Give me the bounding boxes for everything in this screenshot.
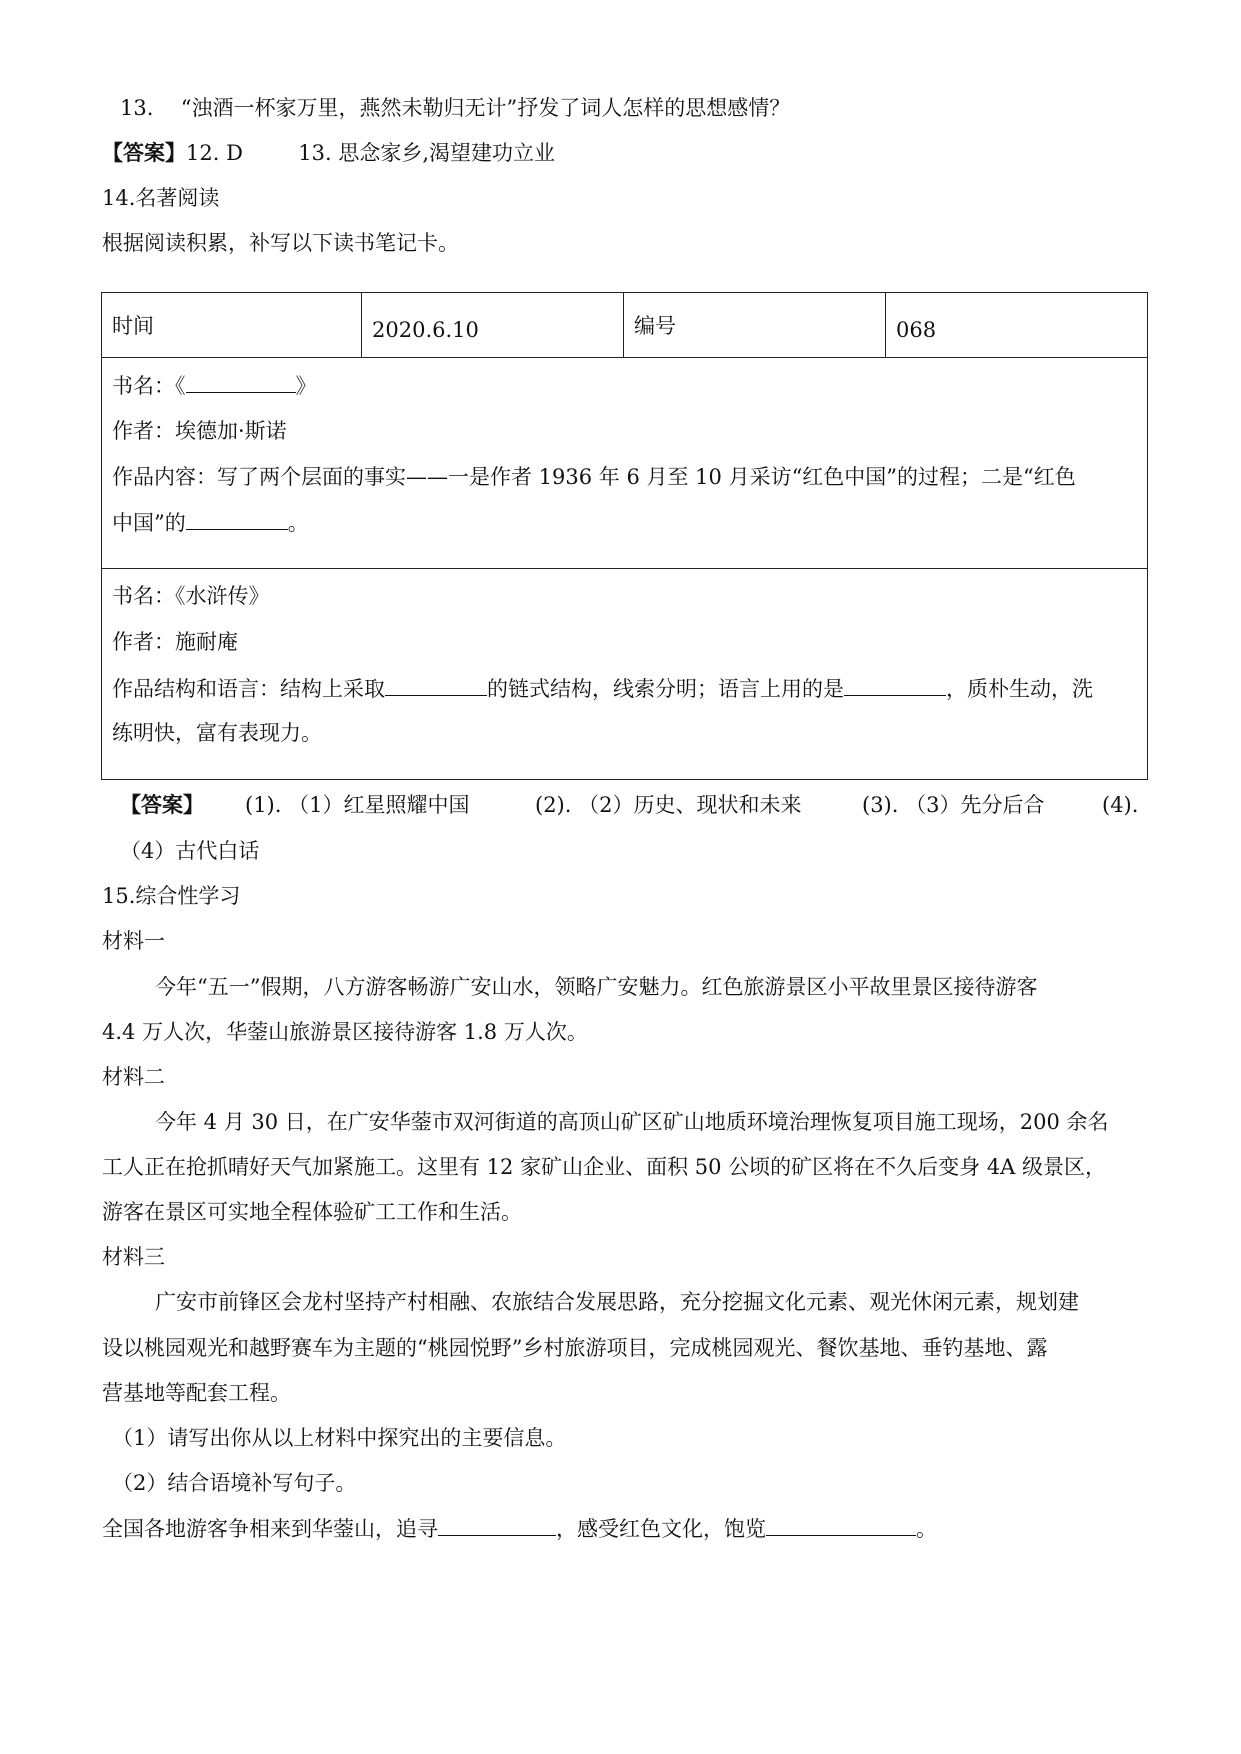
book2-structure-blank[interactable]: [385, 673, 487, 696]
book1-name-blank[interactable]: [186, 370, 296, 393]
answer-12: 12. D: [186, 141, 243, 165]
material-2-line3: 游客在景区可实地全程体验矿工工作和生活。: [102, 1200, 522, 1224]
answer-14-3: (3). （3）先分后合: [862, 793, 1045, 817]
material-2-line2: 工人正在抢抓晴好天气加紧施工。这里有 12 家矿山企业、面积 50 公顷的矿区将在不久后变身 4A 级景区，: [102, 1155, 1107, 1179]
answer-14-4-number: (4).: [1102, 793, 1139, 817]
id-label: 编号: [634, 314, 676, 338]
time-value: 2020.6.10: [372, 318, 479, 342]
answer-13: 13. 思念家乡,渴望建功立业: [298, 141, 556, 165]
question-13: [120, 93, 790, 123]
material-3-line2: 设以桃园观光和越野赛车为主题的“桃园悦野”乡村旅游项目，完成桃园观光、餐饮基地、垂钓基地、露: [102, 1336, 1048, 1360]
material-3-line1: 广安市前锋区会龙村坚持产村相融、农旅结合发展思路，充分挖掘文化元素、观光休闲元素，规划建: [155, 1290, 1079, 1314]
book2-cell: [102, 569, 1148, 780]
answer-12-13: [102, 138, 555, 168]
question-15-sub2: （2）结合语境补写句子。: [112, 1471, 357, 1495]
question-15-fill-sentence: 全国各地游客争相来到华蓥山，追寻 ，感受红色文化，饱览 。: [102, 1513, 937, 1544]
material-2-title: 材料二: [102, 1065, 165, 1089]
question-15-sub1: （1）请写出你从以上材料中探究出的主要信息。: [112, 1426, 567, 1450]
material-3-line3: 营基地等配套工程。: [102, 1381, 291, 1405]
fill-blank-2[interactable]: [766, 1513, 916, 1536]
book2-structure-line1: 作品结构和语言：结构上采取 的链式结构，线索分明；语言上用的是 ，质朴生动，洗: [112, 673, 1093, 704]
book1-author: 作者：埃德加·斯诺: [112, 419, 287, 443]
answer-label: 【答案】: [102, 140, 186, 165]
material-1-line2: 4.4 万人次，华蓥山旅游景区接待游客 1.8 万人次。: [102, 1020, 588, 1044]
time-value-cell: [362, 293, 624, 358]
answer-14-1: (1). （1）红星照耀中国: [245, 793, 470, 817]
answer-14-4-text: （4）古代白话: [120, 839, 260, 863]
question-13-number: 13.: [120, 96, 154, 120]
reading-note-card: [101, 292, 1148, 780]
material-3-title: 材料三: [102, 1245, 165, 1269]
material-1-title: 材料一: [102, 929, 165, 953]
book1-content-line2: 中国”的 。: [112, 507, 309, 538]
question-14-title: 14.名著阅读: [102, 186, 220, 210]
book1-cell: [102, 358, 1148, 569]
question-14-instruction: 根据阅读积累，补写以下读书笔记卡。: [102, 231, 459, 255]
book1-content-blank[interactable]: [186, 507, 288, 530]
answer-14-2: (2). （2）历史、现状和未来: [535, 793, 802, 817]
book1-content-line1: 作品内容：写了两个层面的事实——一是作者 1936 年 6 月至 10 月采访“红色中国”的过程；二是“红色: [112, 465, 1076, 489]
id-label-cell: [624, 293, 886, 358]
time-label-cell: [102, 293, 362, 358]
material-1-line1: 今年“五一”假期，八方游客畅游广安山水，领略广安魅力。红色旅游景区小平故里景区接待游客: [155, 975, 1038, 999]
book2-structure-line2: 练明快，富有表现力。: [112, 721, 322, 745]
id-value: 068: [896, 318, 937, 342]
id-value-cell: [886, 293, 1148, 358]
fill-blank-1[interactable]: [438, 1513, 556, 1536]
book2-author: 作者：施耐庵: [112, 630, 238, 654]
book2-name: 书名：《水浒传》: [112, 584, 270, 608]
time-label: 时间: [112, 314, 154, 338]
book1-name: 书名：《 》: [112, 370, 317, 401]
question-15-title: 15.综合性学习: [102, 884, 241, 908]
question-13-text: “浊酒一杯家万里，燕然未勒归无计”抒发了词人怎样的思想感情？: [180, 96, 791, 120]
answer-14-label: 【答案】: [120, 792, 204, 817]
book2-language-blank[interactable]: [844, 673, 946, 696]
material-2-line1: 今年 4 月 30 日，在广安华蓥市双河街道的高顶山矿区矿山地质环境治理恢复项目施工现场，200 余名: [155, 1110, 1109, 1134]
